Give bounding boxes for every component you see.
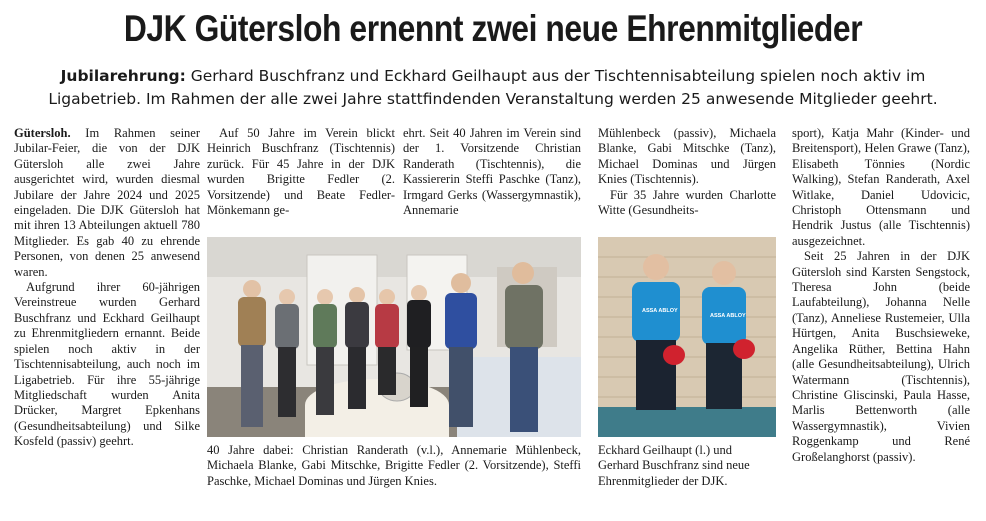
lead-text: Gerhard Buschfranz und Eckhard Geilhaupt aus der Tischtennisabteilung spielen noch aktiv im Ligabetrieb. Im Rahmen der alle zwei Jahre stattfindenden Veranstaltung werden 25 anwesende Mitglieder geehrt.	[48, 67, 938, 108]
article-column-1	[14, 126, 200, 450]
paragraph: Mühlenbeck (passiv), Michaela Blanke, Gabi Mitschke (Tanz), Michael Dominas und Jürgen Knies (Tischtennis).	[598, 126, 776, 187]
paragraph-text: Im Rahmen seiner Jubilar-Feier, die von der DJK Gütersloh alle zwei Jahre ausgerichtet wird, wurden diesmal Jubilare der Jahre 2024 und 2025 eingeladen. Die DJK Gütersloh hat mit ihren 13 Abteilungen aktuell 780 Mitglieder. Es gab 40 zu ehrende Personen, von denen 25 anwesend waren.	[14, 126, 200, 279]
shirt-logo-right: ASSA ABLOY	[710, 313, 746, 319]
lead-kicker: Jubilarehrung:	[60, 67, 186, 85]
article-column-5	[792, 126, 970, 465]
article-column-2	[207, 126, 395, 218]
honorary-members-photo	[598, 237, 776, 437]
paragraph: Aufgrund ihrer 60-jährigen Vereinstreue wurden Gerhard Buschfranz und Eckhard Geilhaupt zu Ehrenmitgliedern ernannt. Beide spielen noch aktiv in der Tischtennisabteilung, auch noch im Ligabetrieb. Für ihre 55-jährige Mitgliedschaft wurden Anita Drücker, Margret Epkenhans (Gesundheitsabteilung) und Silke Kosfeld (passiv) geehrt.	[14, 280, 200, 449]
honorary-photo-caption: Eckhard Geilhaupt (l.) und Gerhard Buschfranz sind neue Ehrenmitglieder der DJK.	[598, 443, 750, 488]
dateline: Gütersloh.	[14, 126, 71, 140]
paragraph: Seit 25 Jahren in der DJK Gütersloh sind Karsten Sengstock, Theresa John (beide Laufabteilung), Johanna Nelle (Tanz), Anneliese Rustemeier, Ulla Hürtgen, Anita Buschsieweke, Angelika Rüther, Bettina Hahn (alle Gesundheitsabteilung), Ulrich Watermann (Tischtennis), Christine Gliscinski, Paula Hasse, Marlis Bettenworth (alle Wassergymnastik), Vivien Roggenkamp und René Großelanghorst (passiv).	[792, 249, 970, 464]
article-column-4	[598, 126, 776, 218]
shirt-logo-left: ASSA ABLOY	[642, 308, 678, 314]
group-photo-caption: 40 Jahre dabei: Christian Randerath (v.l.), Annemarie Mühlenbeck, Michaela Blanke, Gabi Mitschke, Brigitte Fedler (2. Vorsitzende), Steffi Paschke, Michael Dominas und Jürgen Knies.	[207, 443, 581, 488]
paragraph: Für 35 Jahre wurden Charlotte Witte (Gesundheits-	[598, 187, 776, 218]
group-photo	[207, 237, 581, 437]
lead-paragraph	[20, 65, 966, 111]
article-column-3	[403, 126, 581, 218]
headline: DJK Gütersloh ernennt zwei neue Ehrenmitglieder	[123, 8, 863, 49]
paragraph: sport), Katja Mahr (Kinder- und Breitensport), Helen Grawe (Tanz), Elisabeth Tönnies (Nordic Walking), Stefan Randerath, Axel Witlake, Daniel Udovicic, Christoph Ottensmann und Hendrik Justus (alle Tischtennis) ausgezeichnet.	[792, 126, 970, 248]
paragraph	[14, 126, 200, 280]
paragraph: Auf 50 Jahre im Verein blickt Heinrich Buschfranz (Tischtennis) zurück. Für 45 Jahre in der DJK wurden Brigitte Fedler (2. Vorsitzende) und Beate Fedler-Mönkemann ge-	[207, 126, 395, 218]
paragraph: ehrt. Seit 40 Jahren im Verein sind der 1. Vorsitzende Christian Randerath (Tischtennis), die Kassiererin Steffi Paschke (Tanz), Irmgard Gerks (Wassergymnastik), Annemarie	[403, 126, 581, 218]
